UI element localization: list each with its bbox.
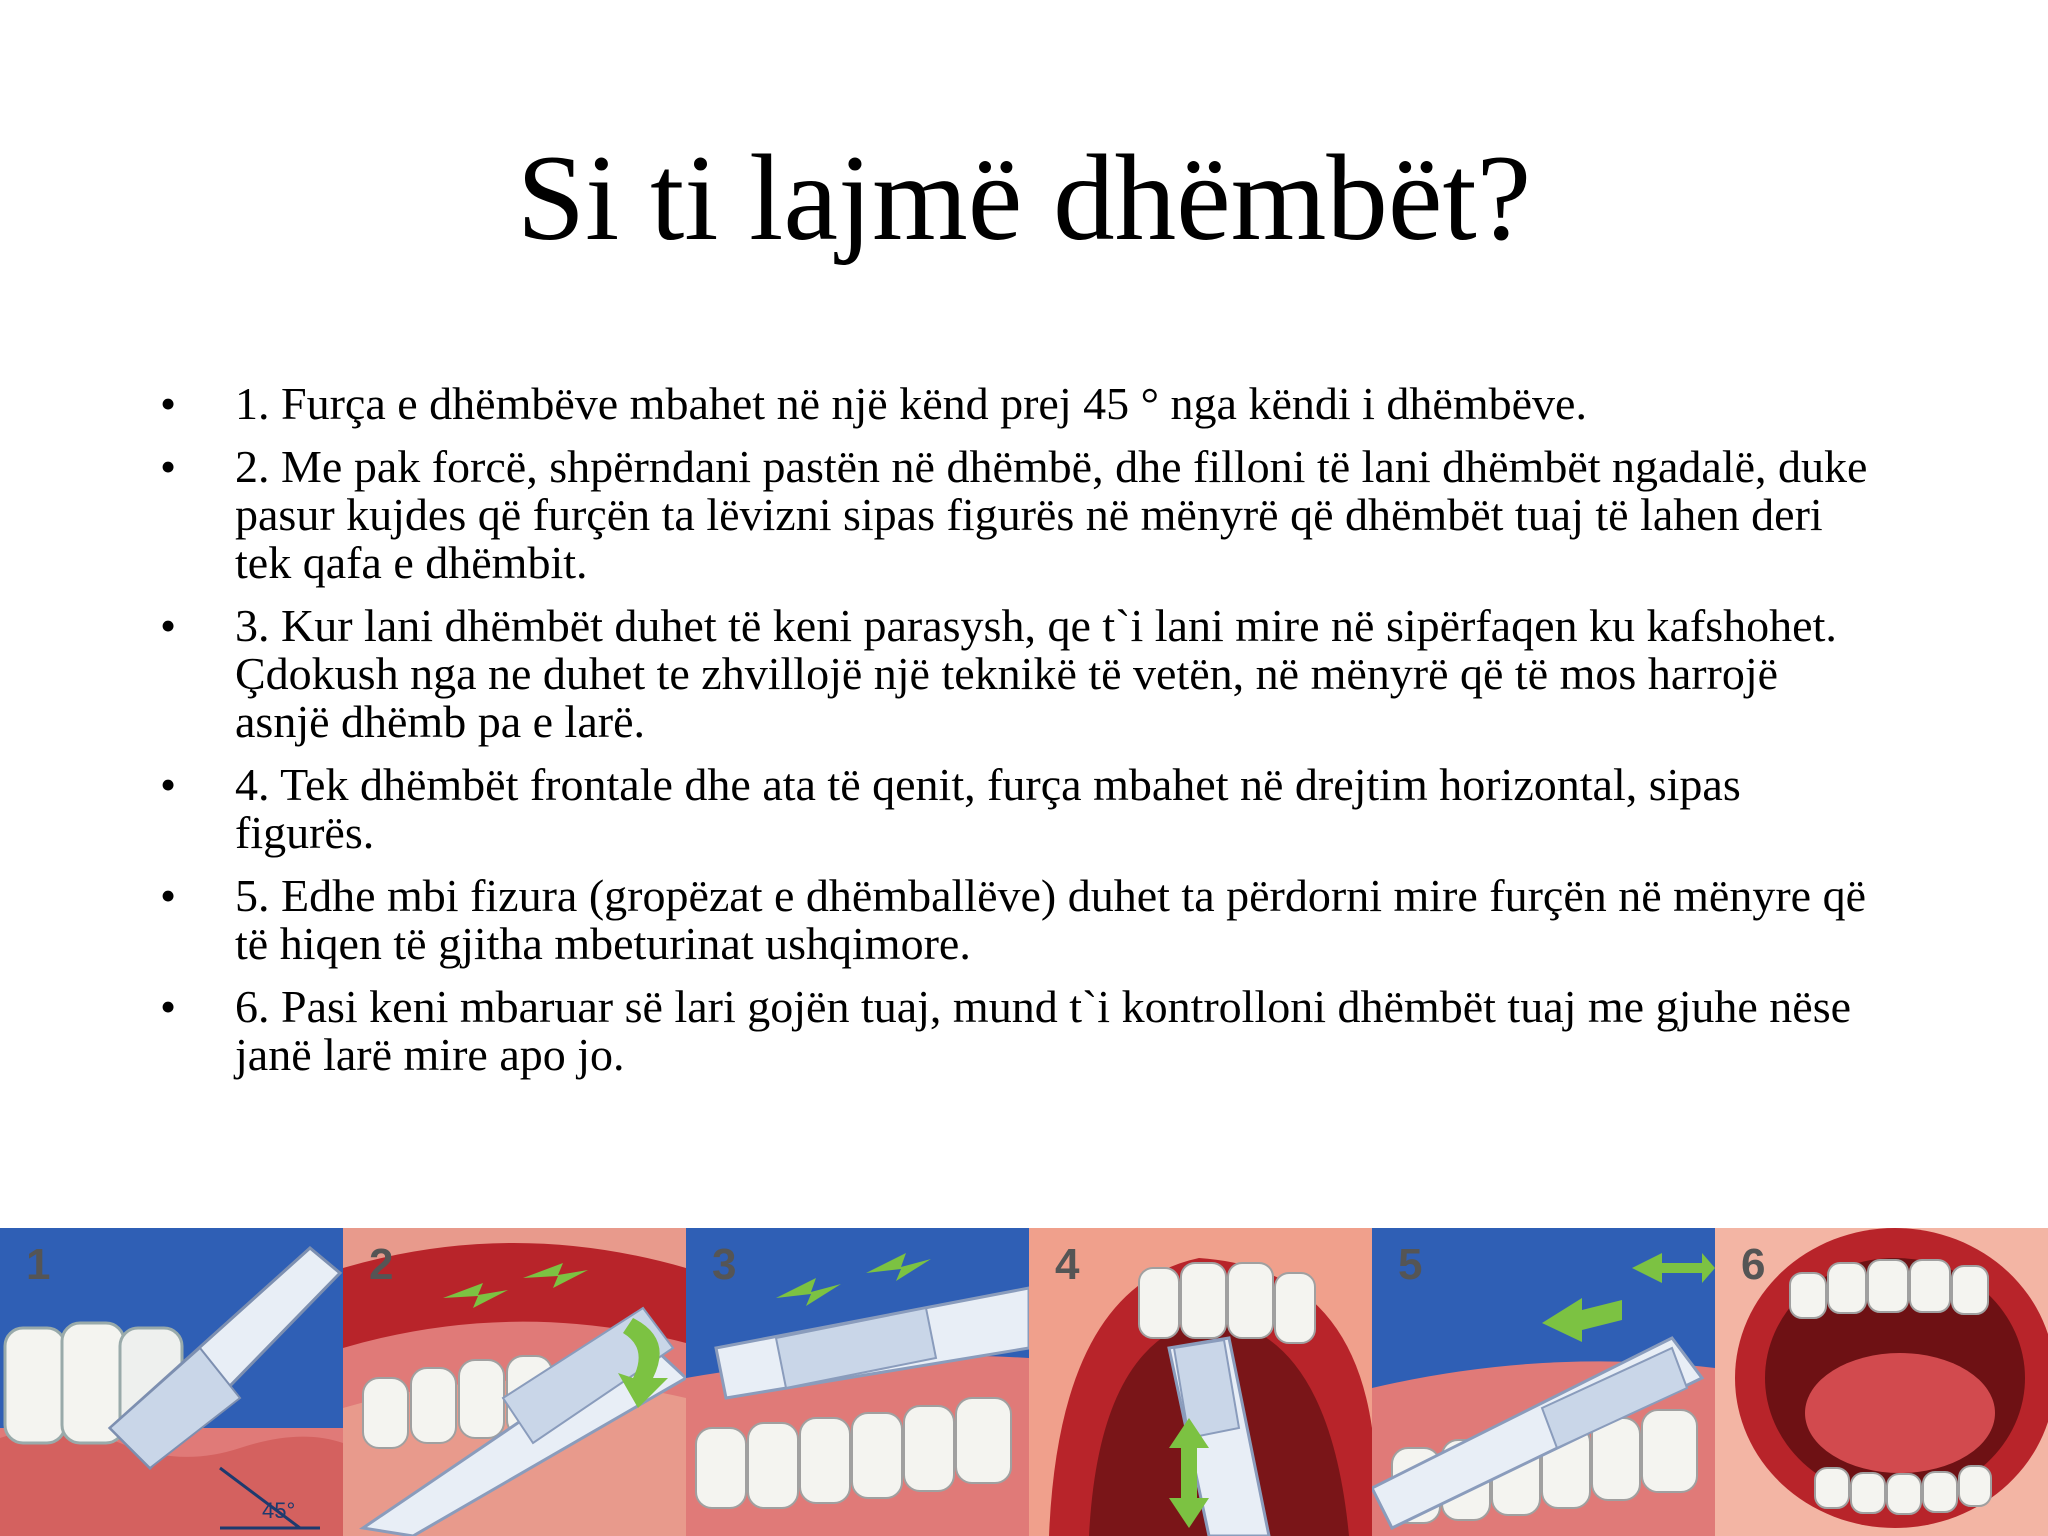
illustration-panel-3	[686, 1228, 1029, 1536]
list-item	[160, 602, 1880, 746]
brushing-lower-teeth-image	[1372, 1228, 1715, 1536]
illustration-panel-4	[1029, 1228, 1372, 1536]
bullet-list	[160, 380, 1880, 1094]
panel-number: 5	[1398, 1240, 1423, 1289]
list-item-text: 3. Kur lani dhëmbët duhet të keni parasysh, qe t`i lani mire në sipërfaqen ku kafshohet. Çdokush nga ne duhet te zhvillojë një teknikë të vetën, në mënyrë që të mos harrojë asnjë dhëmb pa e larë.	[235, 600, 1837, 747]
panel-number: 1	[26, 1240, 51, 1289]
illustration-panel-1	[0, 1228, 343, 1536]
list-item-text: 2. Me pak forcë, shpërndani pastën në dhëmbë, dhe filloni të lani dhëmbët ngadalë, duke pasur kujdes që furçën ta lëvizni sipas figurës në mënyrë që dhëmbët tuaj të lahen deri tek qafa e dhëmbit.	[235, 441, 1868, 588]
illustration-panel-6	[1715, 1228, 2048, 1536]
list-item	[160, 983, 1880, 1079]
panel-number: 4	[1055, 1240, 1080, 1289]
bullet-marker: •	[160, 378, 177, 429]
list-item-text: 1. Furça e dhëmbëve mbahet në një kënd prej 45 ° nga këndi i dhëmbëve.	[235, 378, 1587, 429]
list-item-text: 4. Tek dhëmbët frontale dhe ata të qenit, furça mbahet në drejtim horizontal, sipas figurës.	[235, 759, 1741, 858]
list-item	[160, 443, 1880, 587]
list-item	[160, 872, 1880, 968]
brushing-upper-teeth-image	[343, 1228, 686, 1536]
slide-title: Si ti lajmë dhëmbët?	[516, 129, 1532, 266]
panel-number: 6	[1741, 1240, 1766, 1289]
list-item	[160, 761, 1880, 857]
brushing-chewing-surface-image	[686, 1228, 1029, 1536]
bullet-marker: •	[160, 870, 177, 921]
list-item	[160, 380, 1880, 428]
angle-label: 45°	[262, 1498, 296, 1523]
bullet-marker: •	[160, 981, 177, 1032]
panel-number: 2	[369, 1240, 394, 1289]
illustration-panel-2	[343, 1228, 686, 1536]
bullet-marker: •	[160, 600, 177, 651]
list-item-text: 6. Pasi keni mbaruar së lari gojën tuaj, mund t`i kontrolloni dhëmbët tuaj me gjuhe nëse janë larë mire apo jo.	[235, 981, 1852, 1080]
brushing-illustration-strip	[0, 1228, 2048, 1536]
bullet-marker: •	[160, 441, 177, 492]
bullet-marker: •	[160, 759, 177, 810]
illustration-panel-5	[1372, 1228, 1715, 1536]
panel-number: 3	[712, 1240, 737, 1289]
toothbrush-45-degree-image	[0, 1228, 343, 1536]
brushing-front-teeth-image	[1029, 1228, 1372, 1536]
list-item-text: 5. Edhe mbi fizura (gropëzat e dhëmballëve) duhet ta përdorni mire furçën në mënyre që të hiqen të gjitha mbeturinat ushqimore.	[235, 870, 1867, 969]
